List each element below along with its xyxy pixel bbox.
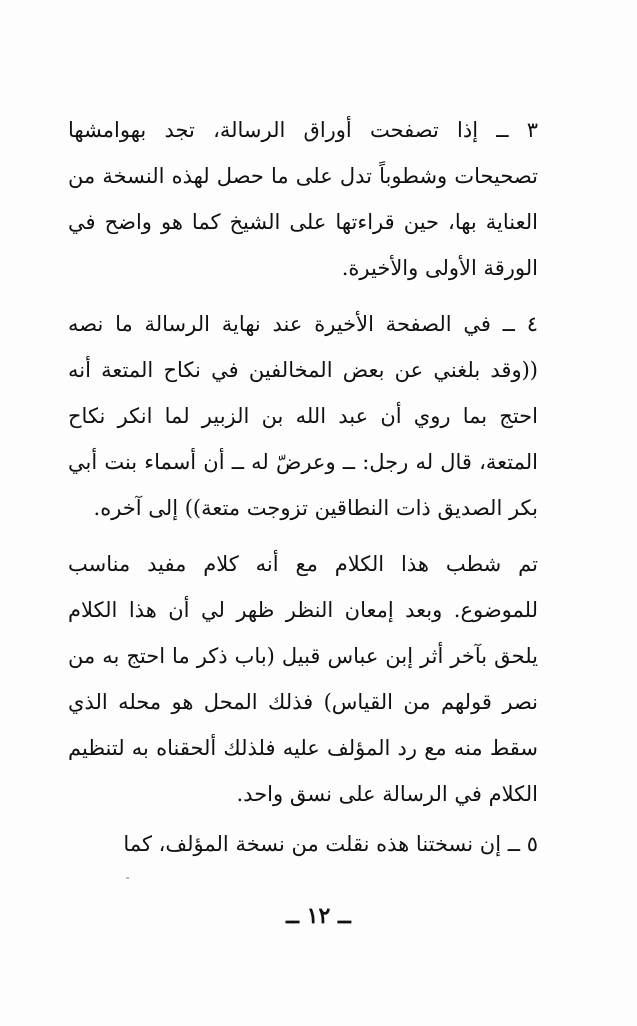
paragraph-deletion-note: تم شطب هذا الكلام مع أنه كلام مفيد مناسب للموضوع. وبعد إمعان النظر ظهر لي أن هذا الكلام يلحق بآخر أثر إبن عباس قبيل (باب ذكر ما احتج به من نصر قولهم من القياس) فذلك المحل هو محله الذي سقط منه مع رد المؤلف عليه فلذلك ألحقناه به لتنظيم الكلام في الرسالة على نسق واحد. (68, 552, 538, 806)
paragraph-item-3: ٣ ــ إذا تصفحت أوراق الرسالة، تجد بهوامشها تصحيحات وشطوباً تدل على ما حصل لهذه النسخة من العناية بها، حين قراءتها على الشيخ كما هو واضح في الورقة الأولى والأخيرة. (68, 118, 538, 280)
paragraph-item-5: ٥ ــ إن نسختنا هذه نقلت من نسخة المؤلف، كما (123, 832, 538, 856)
scan-speck (126, 877, 129, 879)
paragraph-item-4: ٤ ــ في الصفحة الأخيرة عند نهاية الرسالة ما نصه ((وقد بلغني عن بعض المخالفين في نكاح المتعة أنه احتج بما روي أن عبد الله بن الزبير لما انكر نكاح المتعة، قال له رجل: ــ وعرضّ له ــ أن أسماء بنت أبي بكر الصديق ذات النطاقين تزوجت متعة)) إلى آخره. (68, 312, 538, 520)
page-number: ــ ١٢ ــ (286, 903, 351, 929)
